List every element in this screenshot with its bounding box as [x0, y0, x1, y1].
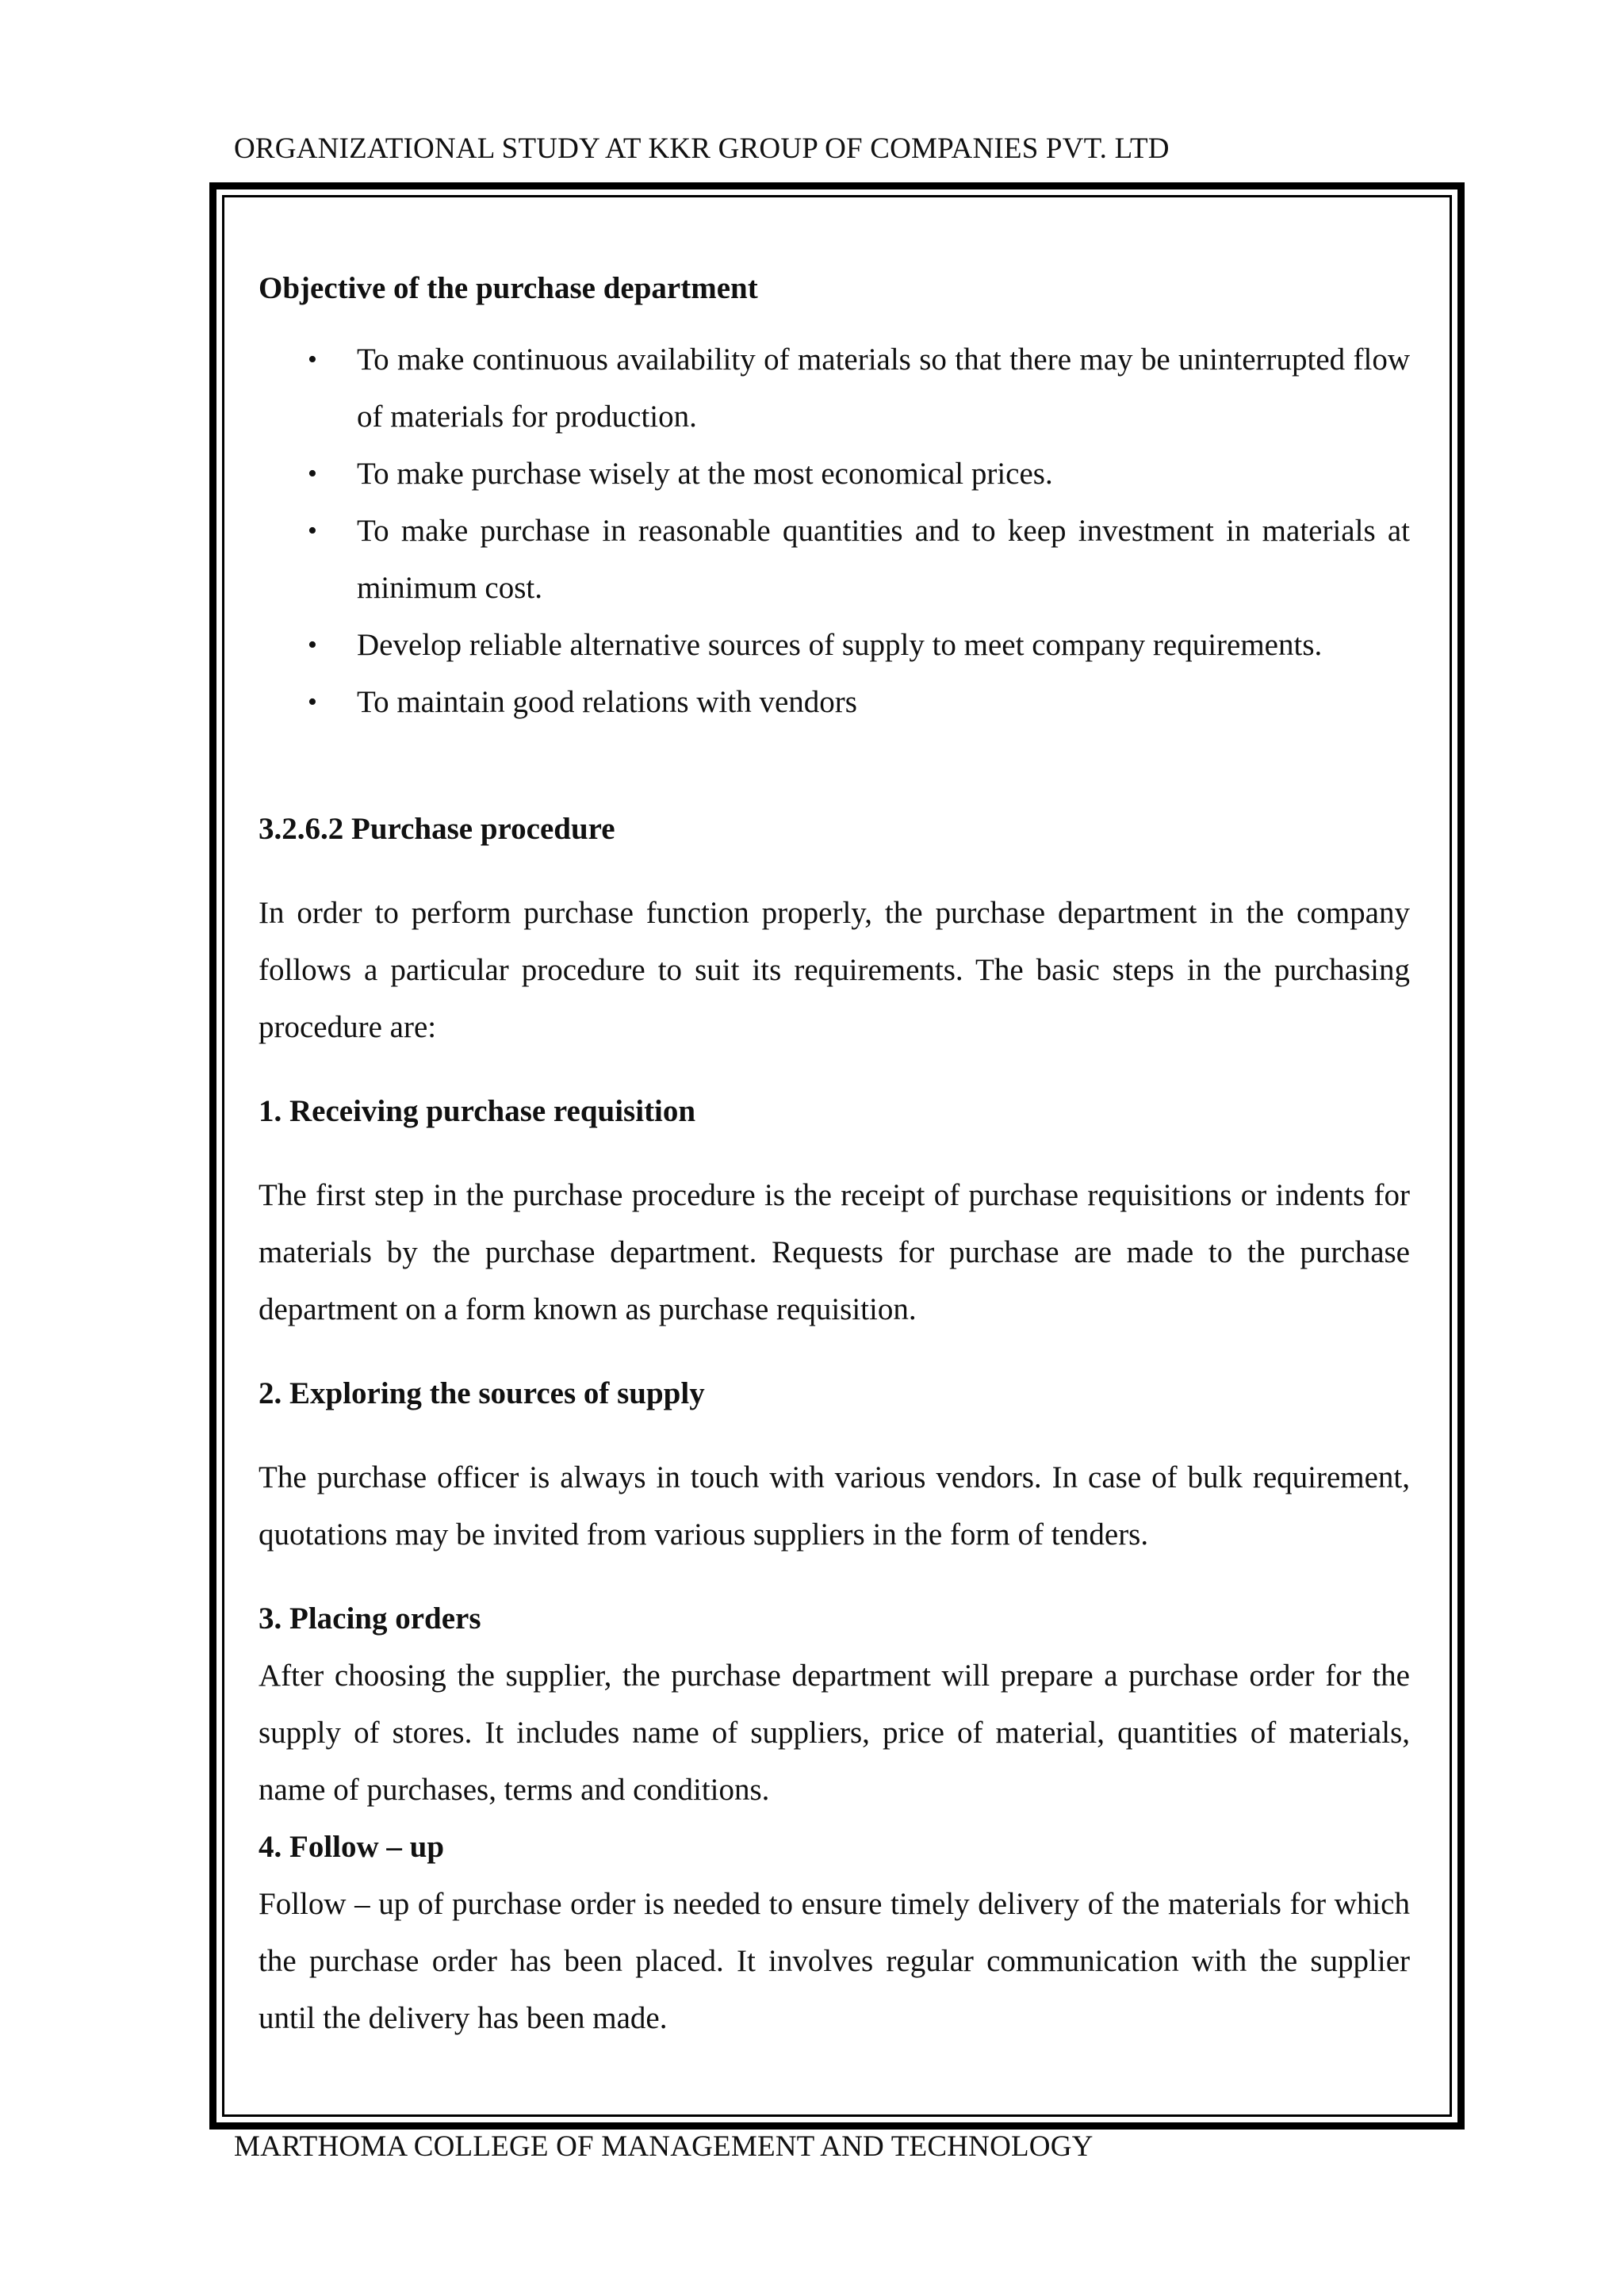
list-item	[259, 617, 1410, 674]
step-body: The purchase officer is always in touch with various vendors. In case of bulk requirement, quotations may be invited from various suppliers in the form of tenders.	[259, 1460, 1410, 1552]
bullet-icon: •	[308, 459, 317, 488]
section-heading: 3.2.6.2 Purchase procedure	[259, 812, 615, 846]
list-item-text: Develop reliable alternative sources of supply to meet company requirements.	[357, 628, 1323, 662]
bullet-icon: •	[308, 630, 317, 660]
bullet-icon: •	[308, 687, 317, 717]
page-content	[259, 260, 1410, 2047]
running-footer: MARTHOMA COLLEGE OF MANAGEMENT AND TECHNOLOGY	[234, 2130, 1094, 2163]
bullet-icon: •	[308, 516, 317, 545]
list-item-text: To make purchase in reasonable quantities and to keep investment in materials at minimum cost.	[357, 514, 1410, 605]
list-item-text: To make continuous availability of materials so that there may be uninterrupted flow of materials for production.	[357, 342, 1410, 434]
list-item	[259, 503, 1410, 617]
step-body: The first step in the purchase procedure is the receipt of purchase requisitions or indents for materials by the purchase department. Requests for purchase are made to the purchase department on a form known as purchase requisition.	[259, 1178, 1410, 1326]
list-item-text: To maintain good relations with vendors	[357, 685, 857, 719]
bullet-icon: •	[308, 345, 317, 374]
step-title: 3. Placing orders	[259, 1601, 481, 1636]
step-body: Follow – up of purchase order is needed to ensure timely delivery of the materials for which the purchase order has been placed. It involves regular communication with the supplier until the delivery has been made.	[259, 1887, 1410, 2035]
objectives-list	[259, 331, 1410, 731]
step-body: After choosing the supplier, the purchase department will prepare a purchase order for the supply of stores. It includes name of suppliers, price of material, quantities of materials, name of purchases, terms and conditions.	[259, 1659, 1410, 1807]
step-title: 1. Receiving purchase requisition	[259, 1094, 696, 1128]
list-item	[259, 674, 1410, 731]
step-title: 4. Follow – up	[259, 1830, 445, 1864]
running-header: ORGANIZATIONAL STUDY AT KKR GROUP OF COMPANIES PVT. LTD	[234, 132, 1170, 165]
objectives-heading: Objective of the purchase department	[259, 271, 758, 305]
list-item	[259, 331, 1410, 446]
list-item	[259, 446, 1410, 503]
section-intro: In order to perform purchase function properly, the purchase department in the company follows a particular procedure to suit its requirements. The basic steps in the purchasing procedure are:	[259, 896, 1410, 1044]
step-title: 2. Exploring the sources of supply	[259, 1376, 705, 1410]
list-item-text: To make purchase wisely at the most economical prices.	[357, 457, 1053, 491]
